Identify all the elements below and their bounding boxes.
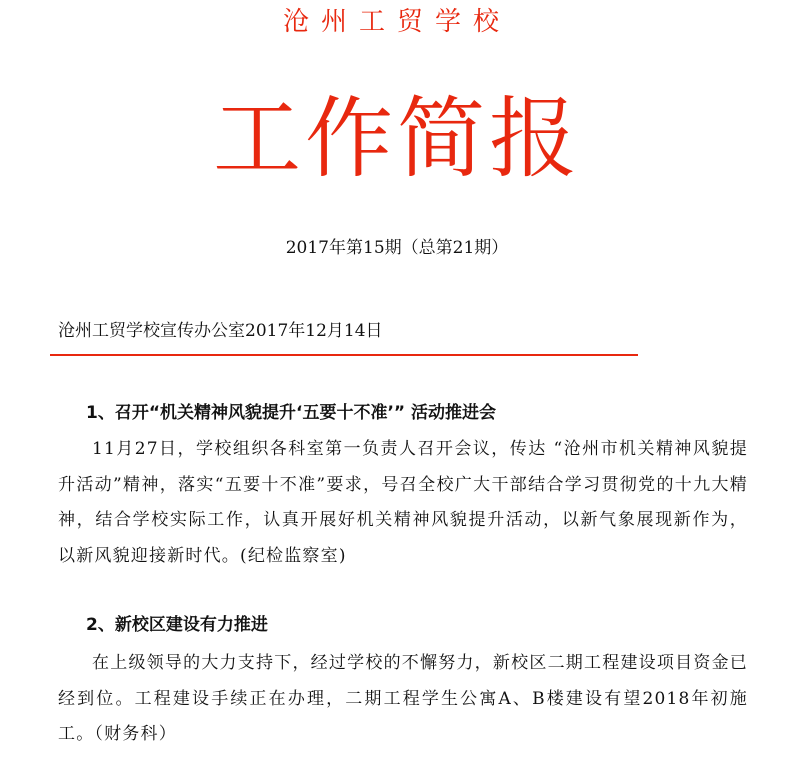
article-body: 在上级领导的大力支持下，经过学校的不懈努力，新校区二期工程建设项目资金已经到位。工程建设手续正在办理，二期工程学生公寓A、B楼建设有望2018年初施工。（财务科） bbox=[58, 653, 748, 744]
article-heading: 1、召开“机关精神风貌提升‘五要十不准’” 活动推进会 bbox=[86, 403, 497, 423]
article-heading: 2、新校区建设有力推进 bbox=[86, 615, 268, 635]
article-1 bbox=[58, 400, 748, 574]
issuer-date: 沧州工贸学校宣传办公室2017年12月14日 bbox=[58, 321, 383, 341]
article-body: 11月27日，学校组织各科室第一负责人召开会议，传达 “沧州市机关精神风貌提升活动”精神，落实“五要十不准”要求，号召全校广大干部结合学习贯彻党的十九大精神，结合学校实际工作，认真开展好机关精神风貌提升活动，以新气象展现新作为，以新风貌迎接新时代。(纪检监察室) bbox=[58, 439, 748, 566]
issue-number: 2017年第15期（总第21期） bbox=[285, 238, 509, 258]
article-2 bbox=[58, 612, 748, 753]
red-divider bbox=[50, 354, 638, 356]
masthead-title: 工作简报 bbox=[212, 87, 581, 190]
school-name: 沧州工贸学校 bbox=[282, 7, 511, 37]
